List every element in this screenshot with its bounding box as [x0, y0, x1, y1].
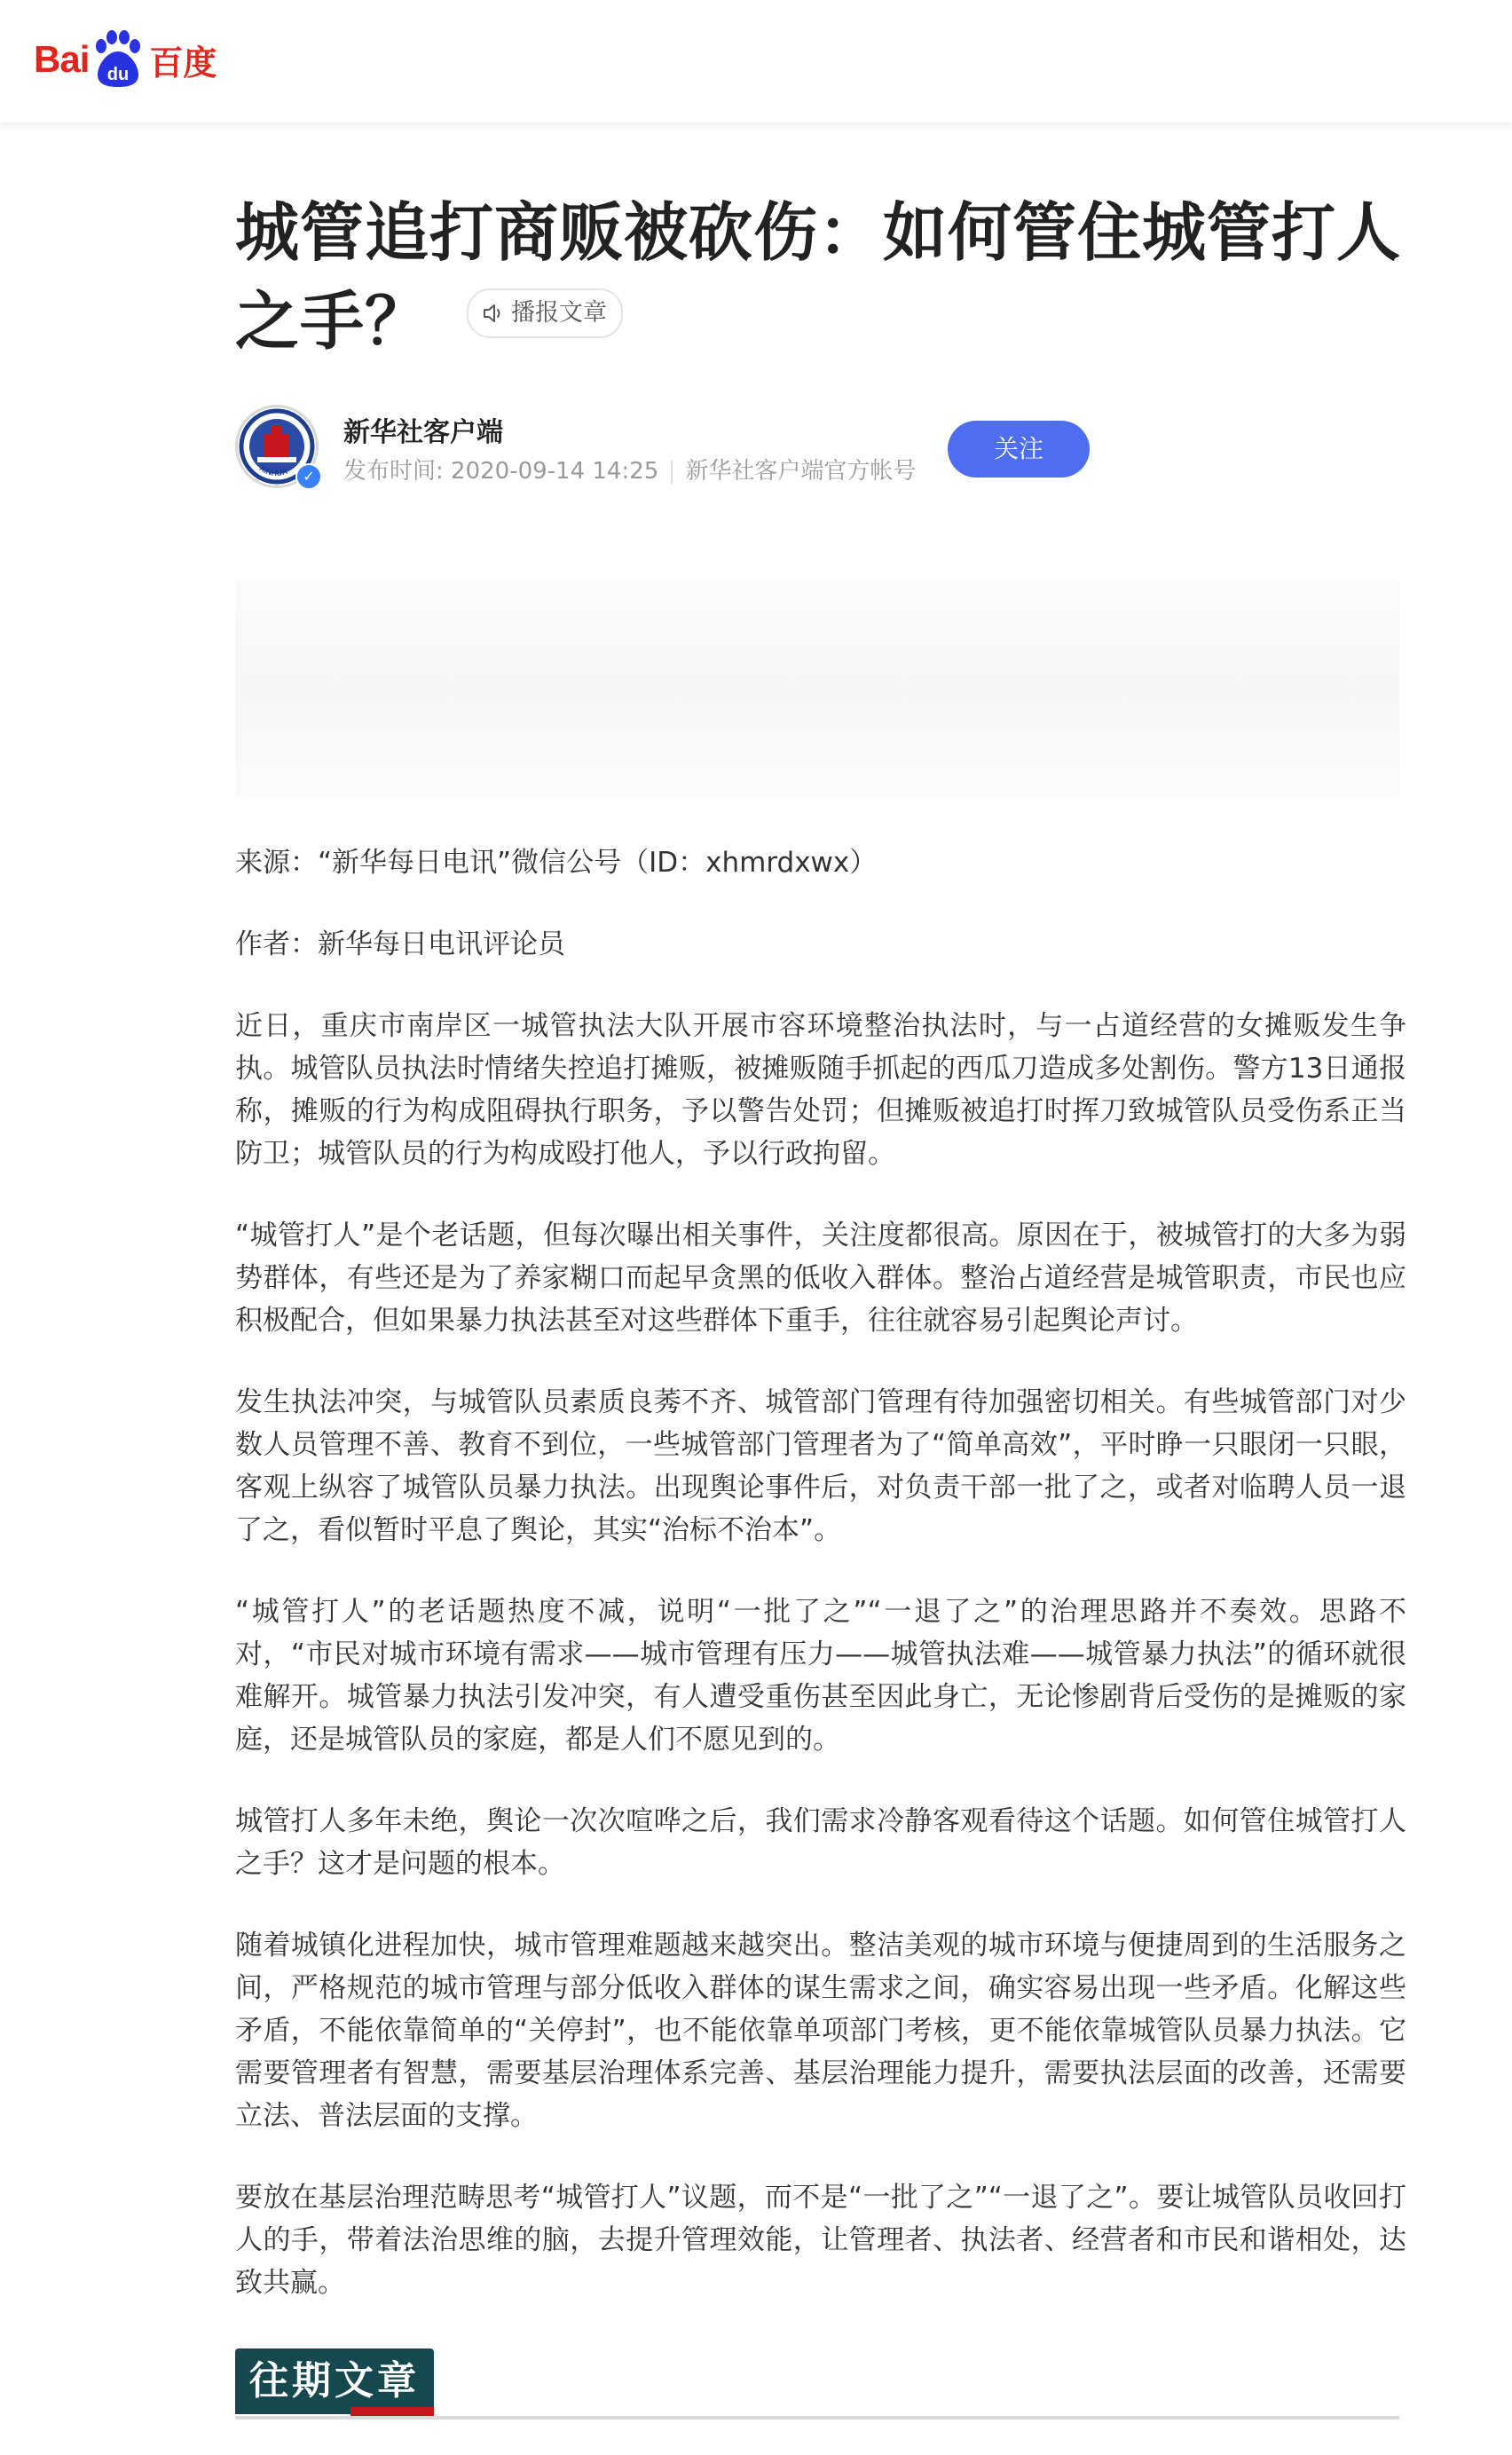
paragraph: 随着城镇化进程加快，城市管理难题越来越突出。整洁美观的城市环境与便捷周到的生活服务之间，严格规范的城市管理与部分低收入群体的谋生需求之间，确实容易出现一些矛盾。化解这些矛盾，不能依靠简单的“关停封”，也不能依靠单项部门考核，更不能依靠城管队员暴力执法。它需要管理者有智慧，需要基层治理体系完善、基层治理能力提升，需要执法层面的改善，还需要立法、普法层面的支撑。 [235, 1930, 1406, 2132]
logo-latin-text: Bai [34, 38, 90, 80]
past-articles-divider [235, 2416, 1399, 2419]
baidu-logo[interactable] [34, 28, 217, 91]
publish-time: 发布时间: 2020-09-14 14:25 [343, 458, 659, 485]
account-label: 新华社客户端官方帐号 [685, 458, 917, 485]
article-title-text: 城管追打商贩被砍伤：如何管住城管打人之手？ [235, 195, 1402, 359]
logo-chinese-text: 百度 [149, 43, 217, 83]
avatar-text: XINHUA [257, 463, 289, 478]
past-articles-banner [235, 2348, 1399, 2419]
tts-label: 播报文章 [511, 299, 608, 328]
verified-badge-icon: ✓ [295, 463, 322, 490]
paragraph: “城管打人”的老话题热度不减，说明“一批了之”“一退了之”的治理思路并不奏效。思路不对，“市民对城市环境有需求——城市管理有压力——城管执法难——城管暴力执法”的循环就很难解开。城管暴力执法引发冲突，有人遭受重伤甚至因此身亡，无论惨剧背后受伤的是摊贩的家庭，还是城管队员的家庭，都是人们不愿见到的。 [235, 1596, 1406, 1756]
follow-button[interactable]: 关注 [948, 421, 1090, 478]
logo-paw-text: du [107, 65, 130, 84]
author-meta [343, 453, 916, 485]
paragraph-author: 作者：新华每日电讯评论员 [235, 928, 565, 960]
paragraph: 近日，重庆市南岸区一城管执法大队开展市容环境整治执法时，与一占道经营的女摊贩发生争执。城管队员执法时情绪失控追打摊贩，被摊贩随手抓起的西瓜刀造成多处割伤。警方13日通报称，摊贩的行为构成阻碍执行职务，予以警告处罚；但摊贩被追打时挥刀致城管队员受伤系正当防卫；城管队员的行为构成殴打他人，予以行政拘留。 [235, 1010, 1406, 1170]
speaker-icon [483, 303, 506, 324]
paragraph: 发生执法冲突，与城管队员素质良莠不齐、城管部门管理有待加强密切相关。有些城管部门对少数人员管理不善、教育不到位，一些城管部门管理者为了“简单高效”，平时睁一只眼闭一只眼，客观上纵容了城管队员暴力执法。出现舆论事件后，对负责干部一批了之，或者对临聘人员一退了之，看似暂时平息了舆论，其实“治标不治本”。 [235, 1386, 1406, 1546]
baidu-paw-icon [91, 30, 146, 89]
paragraph: “城管打人”是个老话题，但每次曝出相关事件，关注度都很高。原因在于，被城管打的大多为弱势群体，有些还是为了养家糊口而起早贪黑的低收入群体。整治占道经营是城管职责，市民也应积极配合，但如果暴力执法甚至对这些群体下重手，往往就容易引起舆论声讨。 [235, 1220, 1406, 1337]
paragraph: 要放在基层治理范畴思考“城管打人”议题，而不是“一批了之”“一退了之”。要让城管队员收回打人的手，带着法治思维的脑，去提升管理效能，让管理者、执法者、经营者和市民和谐相处，达致共赢。 [235, 2182, 1406, 2299]
article-title [235, 188, 1406, 366]
top-bar [0, 0, 1512, 122]
paragraph: 城管打人多年未绝，舆论一次次喧哗之后，我们需求冷静客观看待这个话题。如何管住城管打人之手？这才是问题的根本。 [235, 1805, 1406, 1880]
past-articles-label[interactable]: 往期文章 [235, 2348, 434, 2414]
past-articles-accent [350, 2407, 434, 2416]
article-body [235, 841, 1406, 2343]
tts-button[interactable] [467, 288, 623, 338]
meta-divider [671, 461, 673, 484]
paragraph-source: 来源：“新华每日电讯”微信公号（ID：xhmrdxwx） [235, 847, 878, 879]
article-image-placeholder [235, 579, 1399, 799]
author-name[interactable]: 新华社客户端 [343, 417, 503, 448]
